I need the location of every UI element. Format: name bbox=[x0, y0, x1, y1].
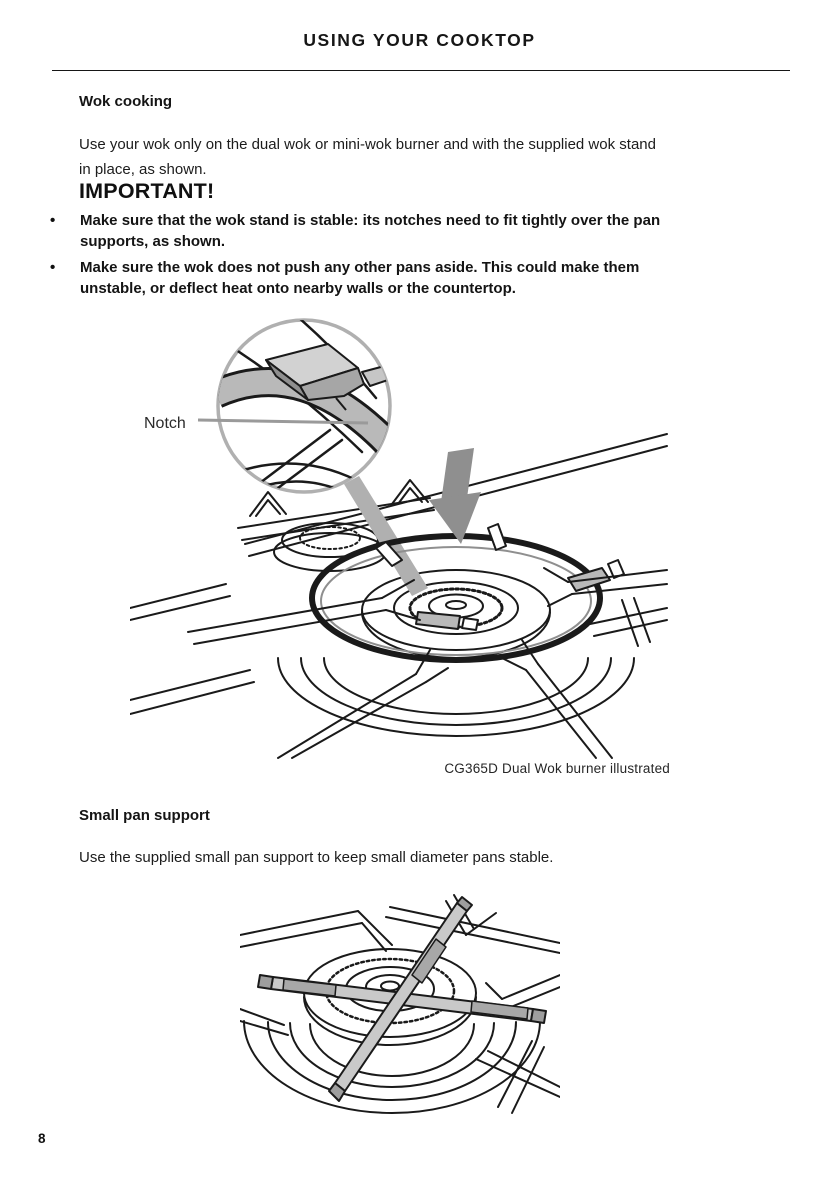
list-item bbox=[50, 257, 790, 299]
bullet-text bbox=[80, 257, 639, 299]
small-pan-support-illustration bbox=[240, 891, 560, 1119]
notch-label: Notch bbox=[144, 415, 186, 432]
title-divider bbox=[52, 70, 790, 71]
bullet-icon: • bbox=[50, 212, 56, 229]
bullet-icon: • bbox=[50, 259, 56, 276]
page-number: 8 bbox=[38, 1131, 46, 1146]
bullet-line: Make sure the wok does not push any other pans aside. This could make them bbox=[80, 259, 640, 276]
paragraph-line: in place, as shown. bbox=[79, 161, 207, 178]
ring-notch-front bbox=[416, 612, 460, 629]
bullet-line: Make sure that the wok stand is stable: its notches need to fit tightly over the pan bbox=[80, 212, 661, 229]
list-item bbox=[50, 210, 790, 252]
important-heading: IMPORTANT! bbox=[79, 179, 215, 203]
wok-cooking-paragraph bbox=[79, 132, 799, 182]
wok-stand-ring bbox=[312, 524, 624, 660]
pan-support-grates bbox=[188, 568, 667, 758]
bullet-line: supports, as shown. bbox=[80, 233, 226, 250]
wok-burner-illustration bbox=[130, 302, 670, 760]
small-pan-heading: Small pan support bbox=[79, 807, 210, 824]
bullet-text bbox=[80, 210, 660, 252]
small-pan-paragraph bbox=[79, 845, 799, 870]
wok-cooking-heading: Wok cooking bbox=[79, 93, 173, 110]
important-bullet-list bbox=[50, 210, 790, 304]
page-title: USING YOUR COOKTOP bbox=[303, 30, 536, 50]
paragraph-line: Use the supplied small pan support to keep small diameter pans stable. bbox=[79, 849, 554, 866]
figure-caption: CG365D Dual Wok burner illustrated bbox=[444, 761, 670, 776]
down-arrow-icon bbox=[429, 448, 481, 544]
paragraph-line: Use your wok only on the dual wok or mini-wok burner and with the supplied wok stand bbox=[79, 136, 656, 153]
bullet-line: unstable, or deflect heat onto nearby walls or the countertop. bbox=[80, 280, 516, 297]
